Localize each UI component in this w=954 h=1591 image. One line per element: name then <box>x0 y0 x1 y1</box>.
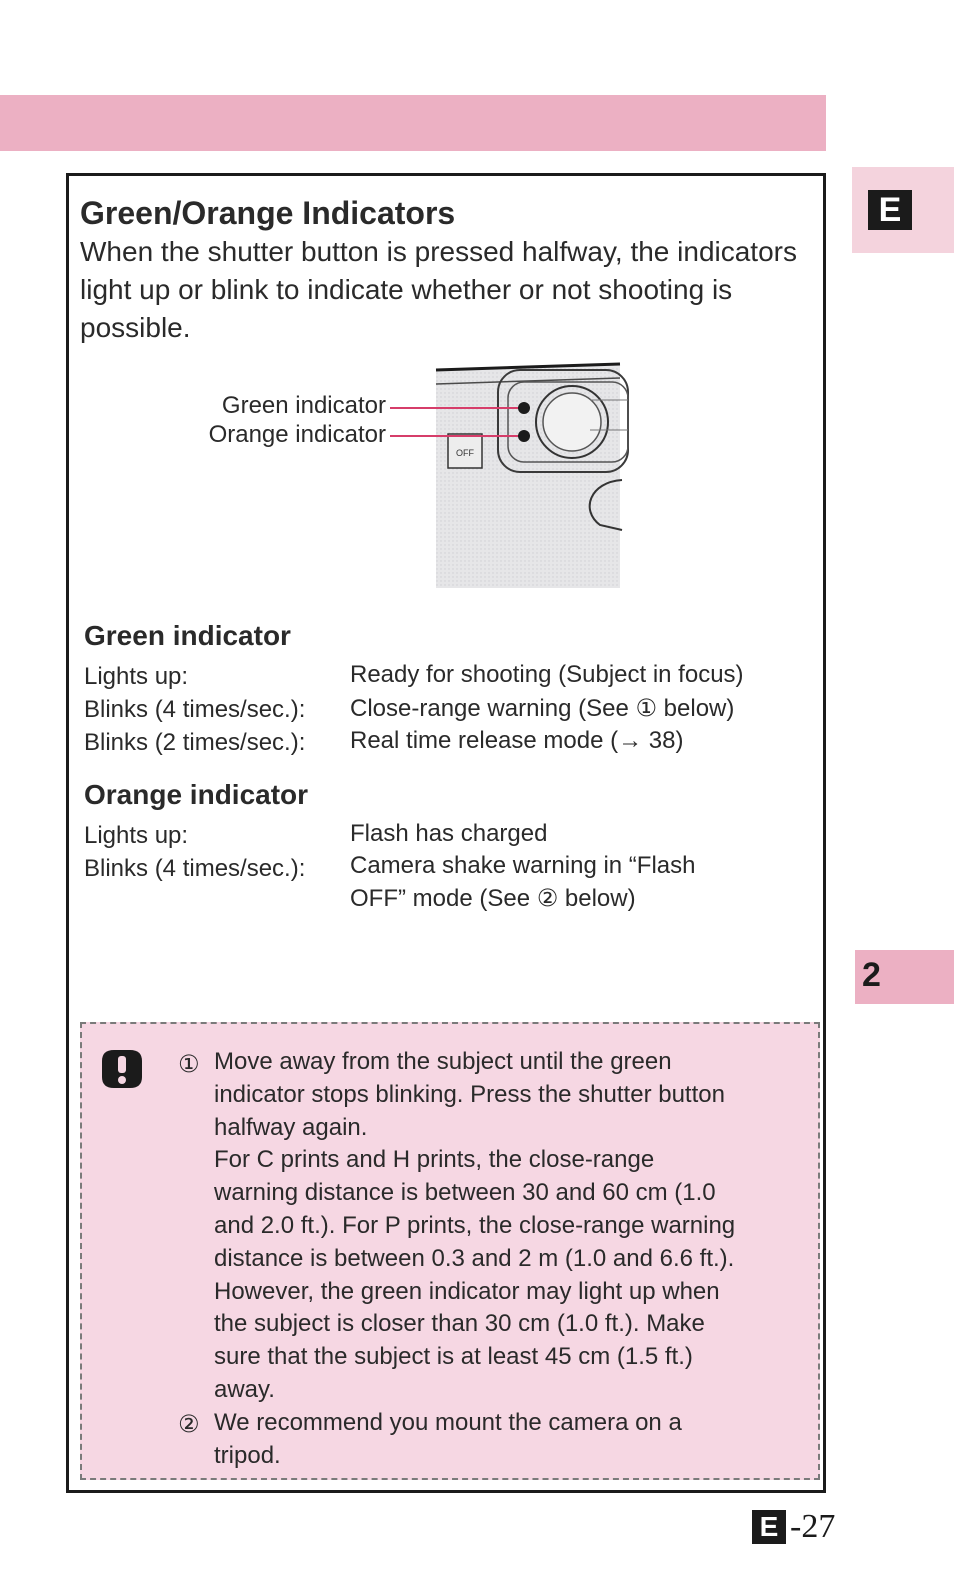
note-line: warning distance is between 30 and 60 cm (1.0 <box>214 1179 716 1207</box>
note-line: halfway again. <box>214 1113 368 1141</box>
note-line: However, the green indicator may light up when <box>214 1277 720 1305</box>
green-row-value: Close-range warning (See ① below) <box>350 695 735 722</box>
note-line: sure that the subject is at least 45 cm (1.5 ft.) <box>214 1343 693 1371</box>
note-marker-2: ② <box>178 1411 200 1438</box>
orange-row-label: Blinks (4 times/sec.): <box>84 855 306 882</box>
green-indicator-label: Green indicator <box>221 392 386 419</box>
camera-illustration <box>180 360 640 600</box>
note-text-2 <box>214 1407 814 1473</box>
orange-leader-line <box>390 435 523 437</box>
green-row-value: Real time release mode (→ 38) <box>350 727 684 754</box>
green-row-value: Ready for shooting (Subject in focus) <box>350 661 744 688</box>
page-number <box>752 1508 835 1546</box>
off-switch-label: OFF <box>456 448 474 458</box>
intro-paragraph: When the shutter button is pressed halfway, the indicators light up or blink to indicate whether or not shooting is possible. <box>80 236 797 343</box>
orange-row-value-continued: OFF” mode (See ② below) <box>350 885 636 912</box>
caution-icon <box>100 1047 144 1091</box>
page-title: Green/Orange Indicators <box>80 195 456 231</box>
note-line: For C prints and H prints, the close-range <box>214 1146 655 1174</box>
note-line: distance is between 0.3 and 2 m (1.0 and 6.6 ft.). <box>214 1244 735 1272</box>
header-color-band <box>0 95 826 151</box>
chapter-number: 2 <box>862 956 881 994</box>
note-line: the subject is closer than 30 cm (1.0 ft.). Make <box>214 1310 705 1338</box>
green-row-label: Lights up: <box>84 663 189 690</box>
note-line: away. <box>214 1375 275 1403</box>
green-row-label: Blinks (2 times/sec.): <box>84 729 306 756</box>
note-line: We recommend you mount the camera on a <box>214 1409 682 1436</box>
green-indicator-dot <box>518 402 530 414</box>
orange-row-value: Camera shake warning in “Flash <box>350 852 696 879</box>
note-text-1 <box>214 1046 814 1407</box>
note-line: and 2.0 ft.). For P prints, the close-range warning <box>214 1211 736 1239</box>
green-row-label: Blinks (4 times/sec.): <box>84 696 306 723</box>
orange-row-label: Lights up: <box>84 822 189 849</box>
orange-indicator-heading: Orange indicator <box>84 779 309 810</box>
orange-indicator-label: Orange indicator <box>208 421 386 448</box>
note-line: indicator stops blinking. Press the shutter button <box>214 1080 725 1108</box>
orange-row-value: Flash has charged <box>350 820 548 847</box>
note-marker-1: ① <box>178 1051 200 1078</box>
page-number-letter: E <box>752 1510 786 1544</box>
green-leader-line <box>390 407 523 409</box>
orange-indicator-dot <box>518 430 530 442</box>
note-line: Move away from the subject until the green <box>214 1048 672 1075</box>
note-line: tripod. <box>214 1441 281 1469</box>
page-number-digits: -27 <box>790 1508 836 1545</box>
section-letter: E <box>868 190 912 230</box>
green-indicator-heading: Green indicator <box>84 620 291 651</box>
